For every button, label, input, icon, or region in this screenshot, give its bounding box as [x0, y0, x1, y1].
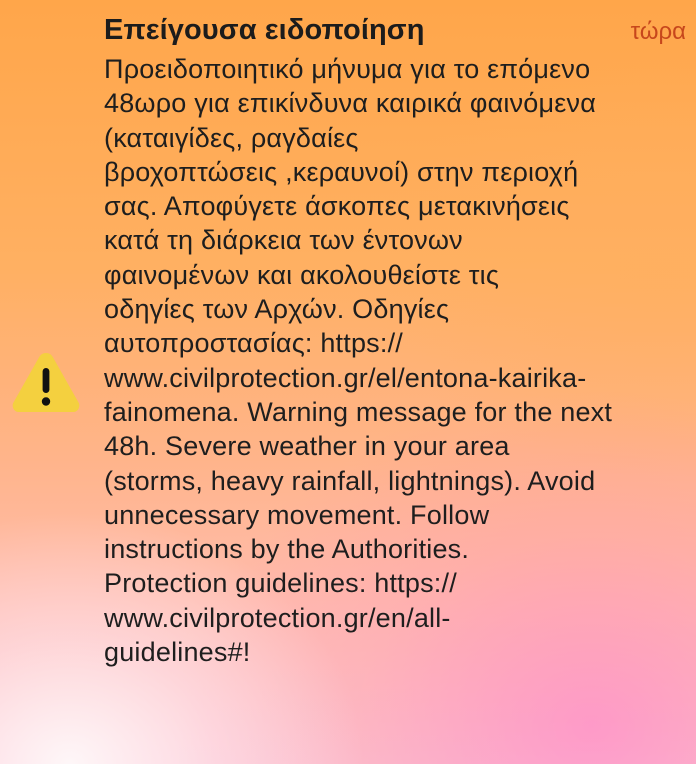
body-line: 48h. Severe weather in your area [104, 431, 510, 462]
body-line: Protection guidelines: https:// [104, 568, 457, 599]
body-line: (storms, heavy rainfall, lightnings). Avoid [104, 465, 596, 496]
notification-timestamp: τώρα [630, 18, 686, 45]
body-line: 48ωρο για επικίνδυνα καιρικά φαινόμενα [104, 88, 597, 119]
body-line: κατά τη διάρκεια των έντονων [104, 225, 463, 256]
body-line: www.civilprotection.gr/el/entona-kairika- [104, 362, 587, 393]
body-line: φαινομένων και ακολουθείστε τις [104, 259, 500, 290]
notification-header [104, 12, 688, 52]
body-line: guidelines#! [104, 637, 251, 668]
body-line: βροχοπτώσεις ,κεραυνοί) στην περιοχή [104, 156, 579, 187]
body-line: fainomena. Warning message for the next [104, 396, 613, 427]
body-line: Προειδοποιητικό μήνυμα για το επόμενο [104, 54, 591, 84]
notification-content [104, 12, 688, 669]
notification-title: Επείγουσα ειδοποίηση [104, 14, 425, 46]
body-line: unnecessary movement. Follow [104, 499, 490, 530]
body-line: (καταιγίδες, ραγδαίες [104, 122, 359, 153]
warning-triangle-icon [10, 349, 82, 417]
notification-body [104, 52, 688, 669]
body-line: σας. Αποφύγετε άσκοπες μετακινήσεις [104, 191, 570, 222]
body-line: αυτοπροστασίας: https:// [104, 328, 403, 359]
body-line: instructions by the Authorities. [104, 534, 470, 565]
body-line: οδηγίες των Αρχών. Οδηγίες [104, 294, 450, 325]
body-line: www.civilprotection.gr/en/all- [104, 602, 451, 633]
